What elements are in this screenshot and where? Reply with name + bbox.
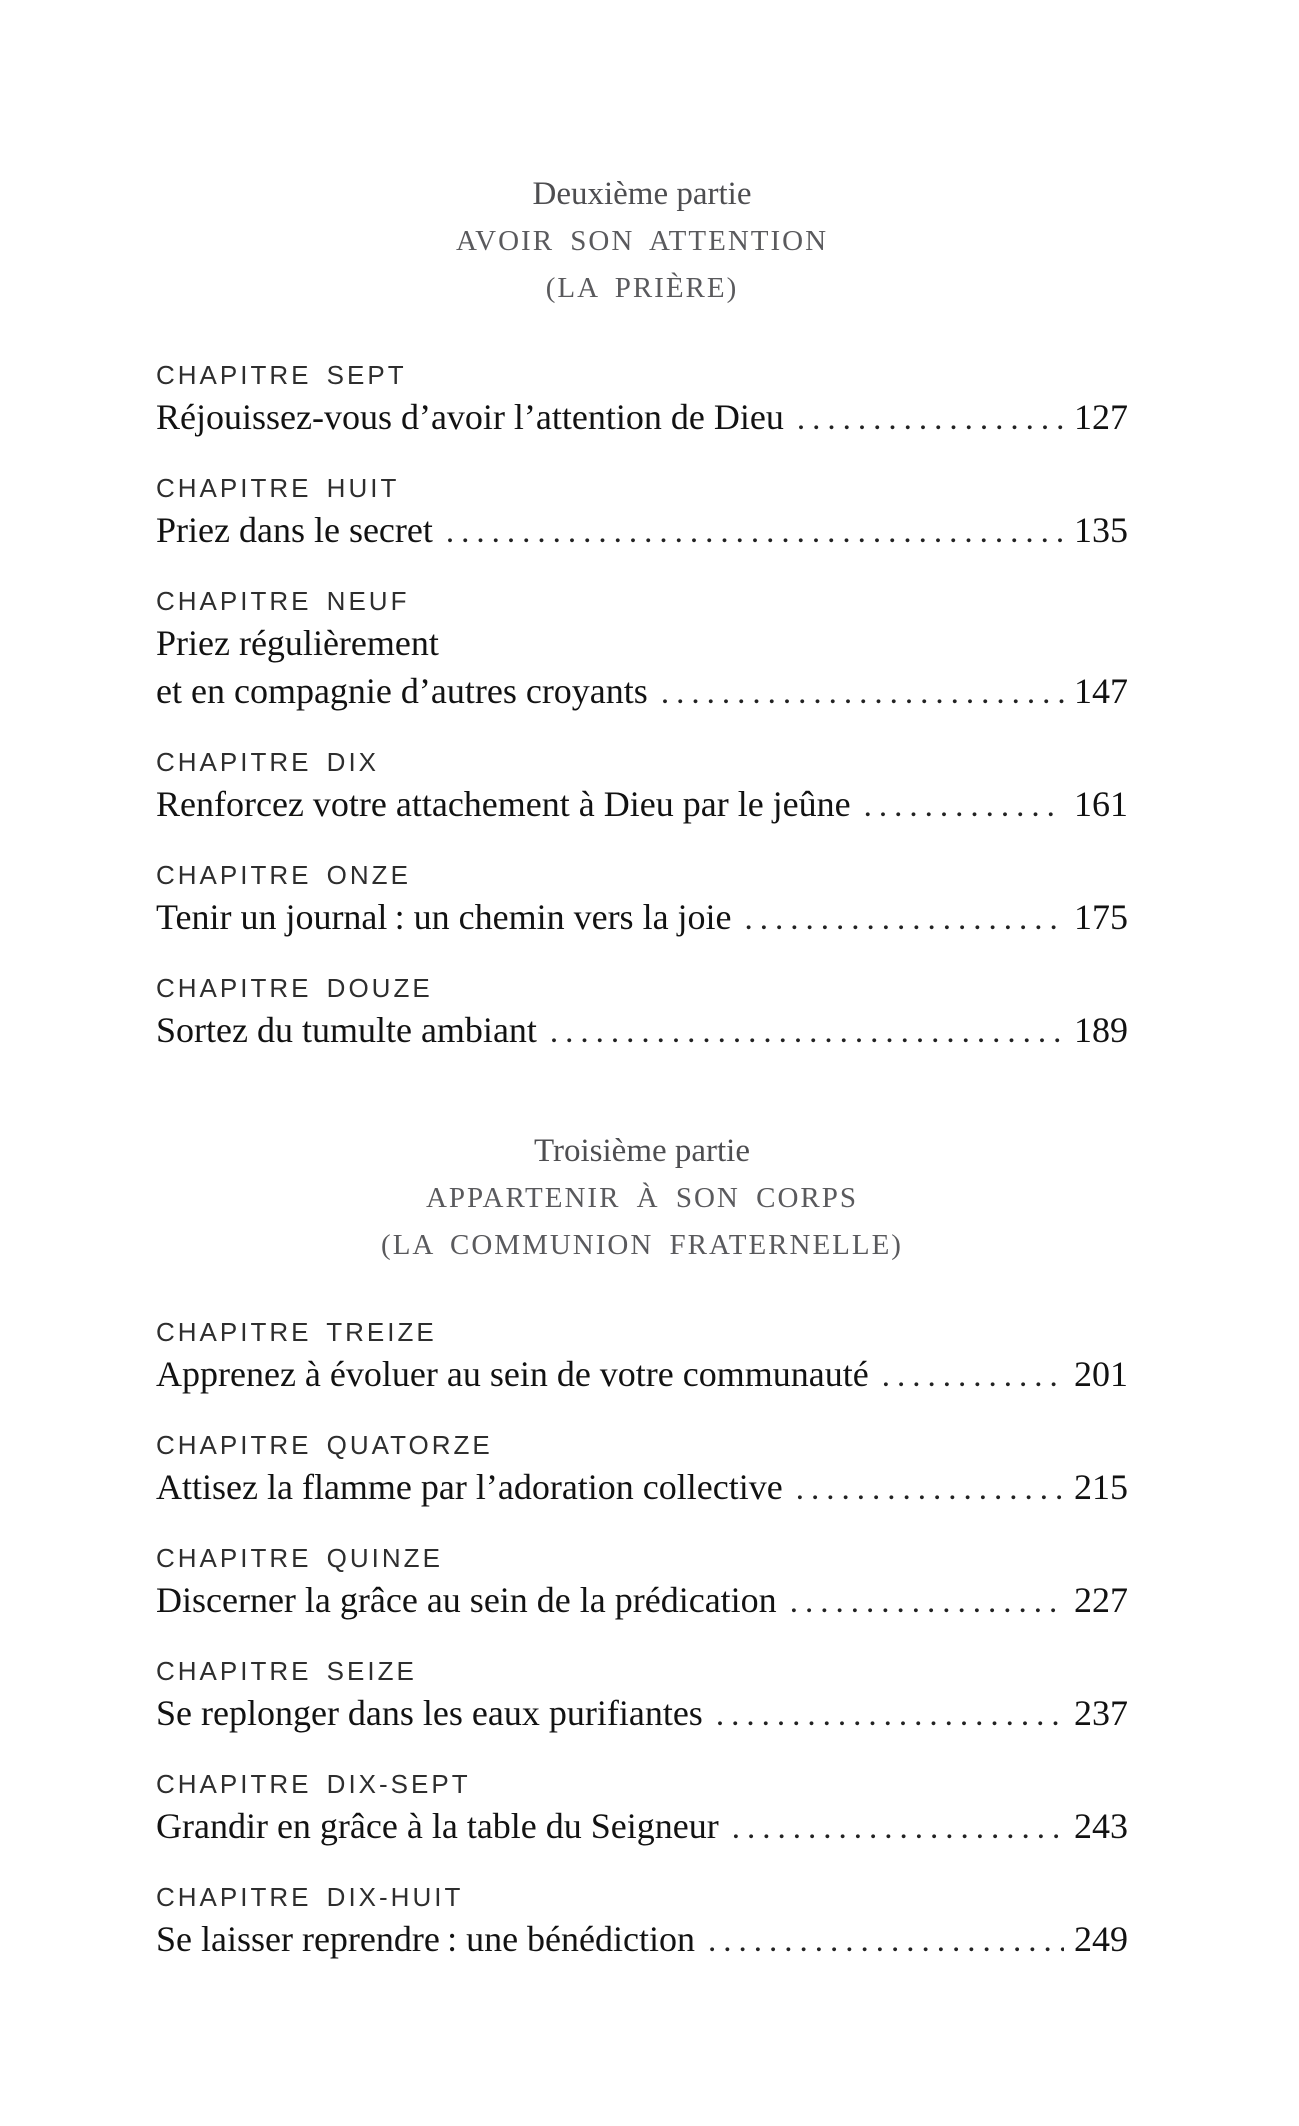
toc-entry <box>156 857 1128 943</box>
toc-entry <box>156 970 1128 1056</box>
chapter-label: CHAPITRE DIX-HUIT <box>156 1882 464 1912</box>
part-subheading: (LA COMMUNION FRATERNELLE) <box>381 1229 903 1261</box>
toc-entry <box>156 583 1128 717</box>
part-heading: APPARTENIR À SON CORPS <box>425 1182 859 1214</box>
chapter-title: Renforcez votre attachement à Dieu par le jeûne <box>156 784 851 824</box>
dot-leader <box>864 780 1064 830</box>
chapter-label: CHAPITRE DIX <box>156 747 380 777</box>
dot-leader <box>708 1915 1064 1965</box>
chapter-title: et en compagnie d’autres croyants <box>156 671 648 711</box>
toc-entry <box>156 1766 1128 1852</box>
page-number: 189 <box>1074 1010 1128 1050</box>
toc-title-row <box>156 667 1128 717</box>
dot-leader <box>446 506 1064 556</box>
dot-leader <box>790 1576 1064 1626</box>
chapter-title: Grandir en grâce à la table du Seigneur <box>156 1806 719 1846</box>
toc-title-row <box>156 506 1128 556</box>
part-title: Deuxième partie <box>532 176 752 212</box>
toc-title-row <box>156 893 1128 943</box>
toc-entry <box>156 1314 1128 1400</box>
toc-title-row <box>156 1802 1128 1852</box>
toc-entry <box>156 1427 1128 1513</box>
chapter-label: CHAPITRE TREIZE <box>156 1317 437 1347</box>
dot-leader <box>882 1350 1064 1400</box>
chapter-title: Sortez du tumulte ambiant <box>156 1010 537 1050</box>
page-number: 175 <box>1074 897 1128 937</box>
dot-leader <box>661 667 1064 717</box>
toc-title-row <box>156 1915 1128 1965</box>
chapter-label: CHAPITRE QUATORZE <box>156 1430 493 1460</box>
page-number: 147 <box>1074 671 1128 711</box>
toc-title-row <box>156 1689 1128 1739</box>
page-number: 243 <box>1074 1806 1128 1846</box>
chapter-label: CHAPITRE QUINZE <box>156 1543 443 1573</box>
chapter-label: CHAPITRE ONZE <box>156 860 411 890</box>
chapter-label: CHAPITRE HUIT <box>156 473 400 503</box>
page-number: 161 <box>1074 784 1128 824</box>
dot-leader <box>716 1689 1064 1739</box>
toc-entry <box>156 1653 1128 1739</box>
chapter-label: CHAPITRE DOUZE <box>156 973 433 1003</box>
chapter-title: Attisez la flamme par l’adoration collective <box>156 1467 783 1507</box>
chapter-title: Tenir un journal : un chemin vers la joie <box>156 897 732 937</box>
page-number: 237 <box>1074 1693 1128 1733</box>
part-subheading: (LA PRIÈRE) <box>545 272 739 304</box>
chapter-title: Se laisser reprendre : une bénédiction <box>156 1919 695 1959</box>
chapter-title: Se replonger dans les eaux purifiantes <box>156 1693 703 1733</box>
toc-title-row <box>156 1006 1128 1056</box>
toc-title-row <box>156 1576 1128 1626</box>
dot-leader <box>732 1802 1064 1852</box>
dot-leader <box>796 1463 1064 1513</box>
chapter-label: CHAPITRE SEIZE <box>156 1656 417 1686</box>
chapter-label: CHAPITRE DIX-SEPT <box>156 1769 471 1799</box>
chapter-title: Discerner la grâce au sein de la prédication <box>156 1580 777 1620</box>
part-heading: AVOIR SON ATTENTION <box>455 225 829 257</box>
chapter-title-line-1: Priez régulièrement <box>156 623 439 663</box>
page-number: 135 <box>1074 510 1128 550</box>
page-number: 215 <box>1074 1467 1128 1507</box>
chapter-title: Apprenez à évoluer au sein de votre communauté <box>156 1354 869 1394</box>
toc-title-row <box>156 1463 1128 1513</box>
page-number: 249 <box>1074 1919 1128 1959</box>
toc-entry <box>156 470 1128 556</box>
toc-entry <box>156 1540 1128 1626</box>
chapter-title: Priez dans le secret <box>156 510 433 550</box>
dot-leader <box>745 893 1064 943</box>
chapter-title: Réjouissez-vous d’avoir l’attention de Dieu <box>156 397 784 437</box>
page-number: 127 <box>1074 397 1128 437</box>
toc-title-row <box>156 1350 1128 1400</box>
dot-leader <box>550 1006 1064 1056</box>
page-number: 227 <box>1074 1580 1128 1620</box>
toc-title-row <box>156 393 1128 443</box>
dot-leader <box>797 393 1064 443</box>
chapter-label: CHAPITRE SEPT <box>156 360 407 390</box>
part-header <box>156 171 1128 312</box>
toc-entry <box>156 1879 1128 1965</box>
part-header <box>156 1128 1128 1269</box>
chapter-label: CHAPITRE NEUF <box>156 586 410 616</box>
toc-entry <box>156 357 1128 443</box>
toc-entry <box>156 744 1128 830</box>
page-number: 201 <box>1074 1354 1128 1394</box>
toc-title-row <box>156 780 1128 830</box>
part-title: Troisième partie <box>534 1133 750 1169</box>
